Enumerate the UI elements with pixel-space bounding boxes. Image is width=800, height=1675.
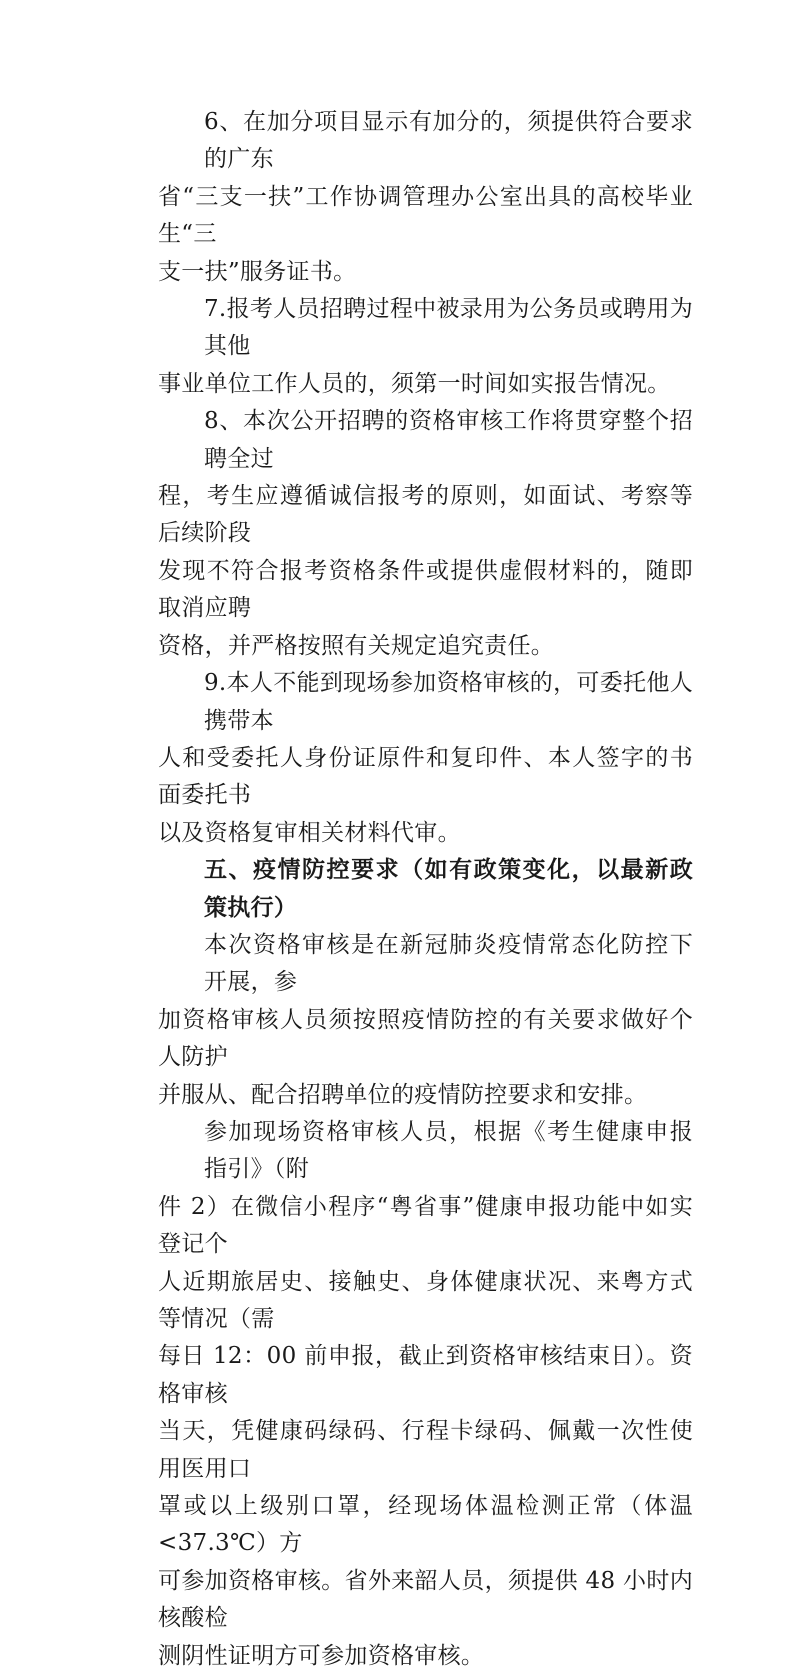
paragraph-item-7 — [158, 291, 693, 403]
text-line: 支一扶”服务证书。 — [158, 258, 357, 285]
document-body — [158, 104, 693, 1675]
text-line: 6、在加分项目显示有加分的，须提供符合要求的广东 — [204, 109, 693, 173]
text-line: 发现不符合报考资格条件或提供虚假材料的，随即取消应聘 — [158, 557, 693, 622]
text-line: 人和受委托人身份证原件和复印件、本人签字的书面委托书 — [158, 744, 693, 809]
text-line: 测阴性证明方可参加资格审核。 — [158, 1642, 485, 1669]
section-heading — [158, 852, 693, 927]
text-line: 资格，并严格按照有关规定追究责任。 — [158, 632, 555, 659]
paragraph-item-9 — [158, 665, 693, 852]
text-line: 件 2）在微信小程序“粤省事”健康申报功能中如实登记个 — [158, 1193, 693, 1258]
text-line: 7.报考人员招聘过程中被录用为公务员或聘用为其他 — [204, 296, 693, 360]
text-line: 参加现场资格审核人员，根据《考生健康申报指引》（附 — [204, 1118, 693, 1183]
text-line: 以及资格复审相关材料代审。 — [158, 819, 461, 846]
text-line: 省“三支一扶”工作协调管理办公室出具的高校毕业生“三 — [158, 183, 693, 248]
text-line: 罩或以上级别口罩，经现场体温检测正常（体温<37.3℃）方 — [158, 1493, 693, 1557]
text-line: 9.本人不能到现场参加资格审核的，可委托他人携带本 — [204, 670, 693, 734]
text-line: 人近期旅居史、接触史、身体健康状况、来粤方式等情况（需 — [158, 1268, 693, 1332]
text-line: 当天，凭健康码绿码、行程卡绿码、佩戴一次性使用医用口 — [158, 1418, 693, 1482]
text-line: 8、本次公开招聘的资格审核工作将贯穿整个招聘全过 — [204, 408, 693, 472]
paragraph-section-detail — [158, 1114, 693, 1675]
text-line: 本次资格审核是在新冠肺炎疫情常态化防控下开展，参 — [204, 931, 693, 996]
paragraph-section-intro — [158, 927, 693, 1114]
text-line: 事业单位工作人员的，须第一时间如实报告情况。 — [158, 370, 671, 397]
text-line: 可参加资格审核。省外来韶人员，须提供 48 小时内核酸检 — [158, 1567, 693, 1632]
paragraph-item-8 — [158, 403, 693, 665]
paragraph-item-6 — [158, 104, 693, 291]
section-heading-text: 五、疫情防控要求（如有政策变化，以最新政策执行） — [204, 857, 693, 921]
text-line: 并服从、配合招聘单位的疫情防控要求和安排。 — [158, 1081, 648, 1108]
text-line: 每日 12：00 前申报，截止到资格审核结束日）。资格审核 — [158, 1343, 693, 1407]
text-line: 加资格审核人员须按照疫情防控的有关要求做好个人防护 — [158, 1006, 693, 1071]
text-line: 程，考生应遵循诚信报考的原则，如面试、考察等后续阶段 — [158, 483, 693, 547]
